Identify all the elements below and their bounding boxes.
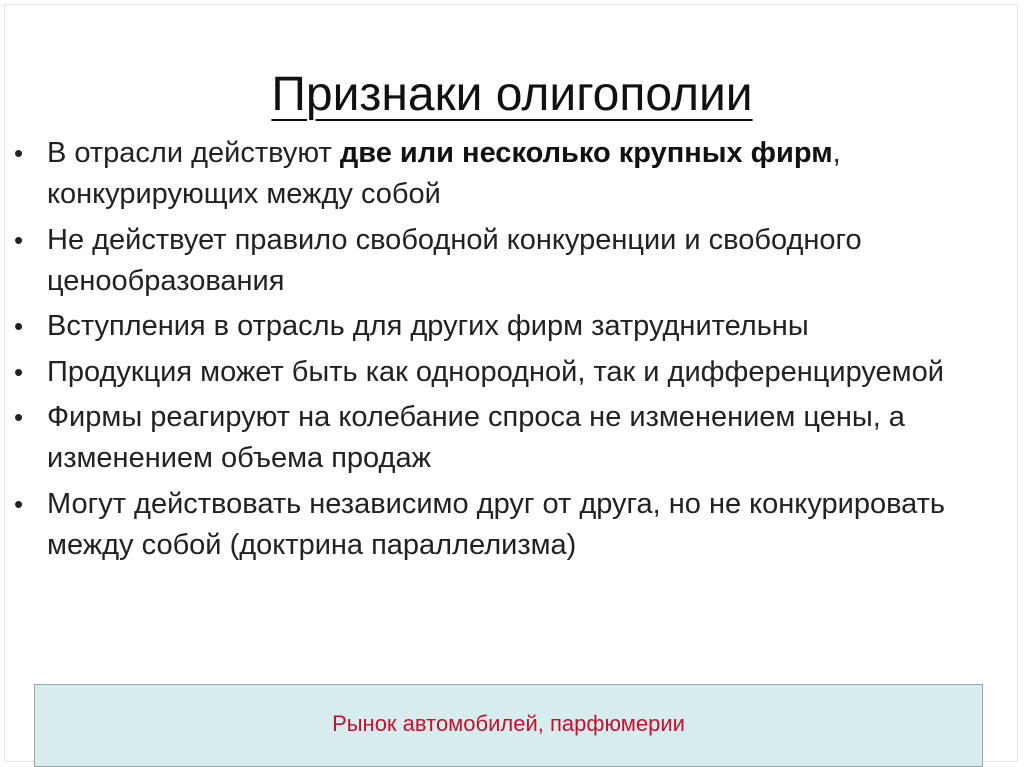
bullet-text: Не действует правило свободной конкуренции и свободного ценообразования <box>47 223 862 297</box>
bullet-item <box>14 220 1004 302</box>
bullet-emphasis: две или несколько крупных фирм <box>339 137 833 169</box>
bullet-item <box>14 306 1004 347</box>
example-text: Рынок автомобилей, парфюмерии <box>332 710 685 736</box>
bullet-marker: • <box>14 488 24 519</box>
bullet-text: Продукция может быть как однородной, так и дифференцируемой <box>47 355 944 388</box>
bullet-item <box>14 484 1004 566</box>
bullet-item <box>14 352 1004 393</box>
bullet-marker: • <box>14 356 24 387</box>
bullet-marker: • <box>14 402 24 432</box>
bullet-text: , конкурирующих между собой <box>47 137 841 210</box>
bullet-text: Могут действовать независимо друг от друга, но не конкурировать между собой (доктрина параллелизма) <box>47 487 946 561</box>
bullet-text: В отрасли действуют <box>47 137 340 169</box>
bullet-item <box>14 397 1004 479</box>
bullet-marker: • <box>14 224 24 255</box>
bullet-list <box>14 133 1004 570</box>
bullet-text: Вступления в отрасль для других фирм затруднительны <box>47 310 809 342</box>
slide-title <box>0 60 1024 130</box>
example-box <box>34 684 983 767</box>
bullet-marker: • <box>14 311 24 341</box>
bullet-text: Фирмы реагируют на колебание спроса не изменением цены, а изменением объема продаж <box>47 401 905 474</box>
bullet-item <box>14 133 1004 215</box>
slide-title-text: Признаки олигополии <box>271 68 753 122</box>
bullet-marker: • <box>14 138 24 168</box>
